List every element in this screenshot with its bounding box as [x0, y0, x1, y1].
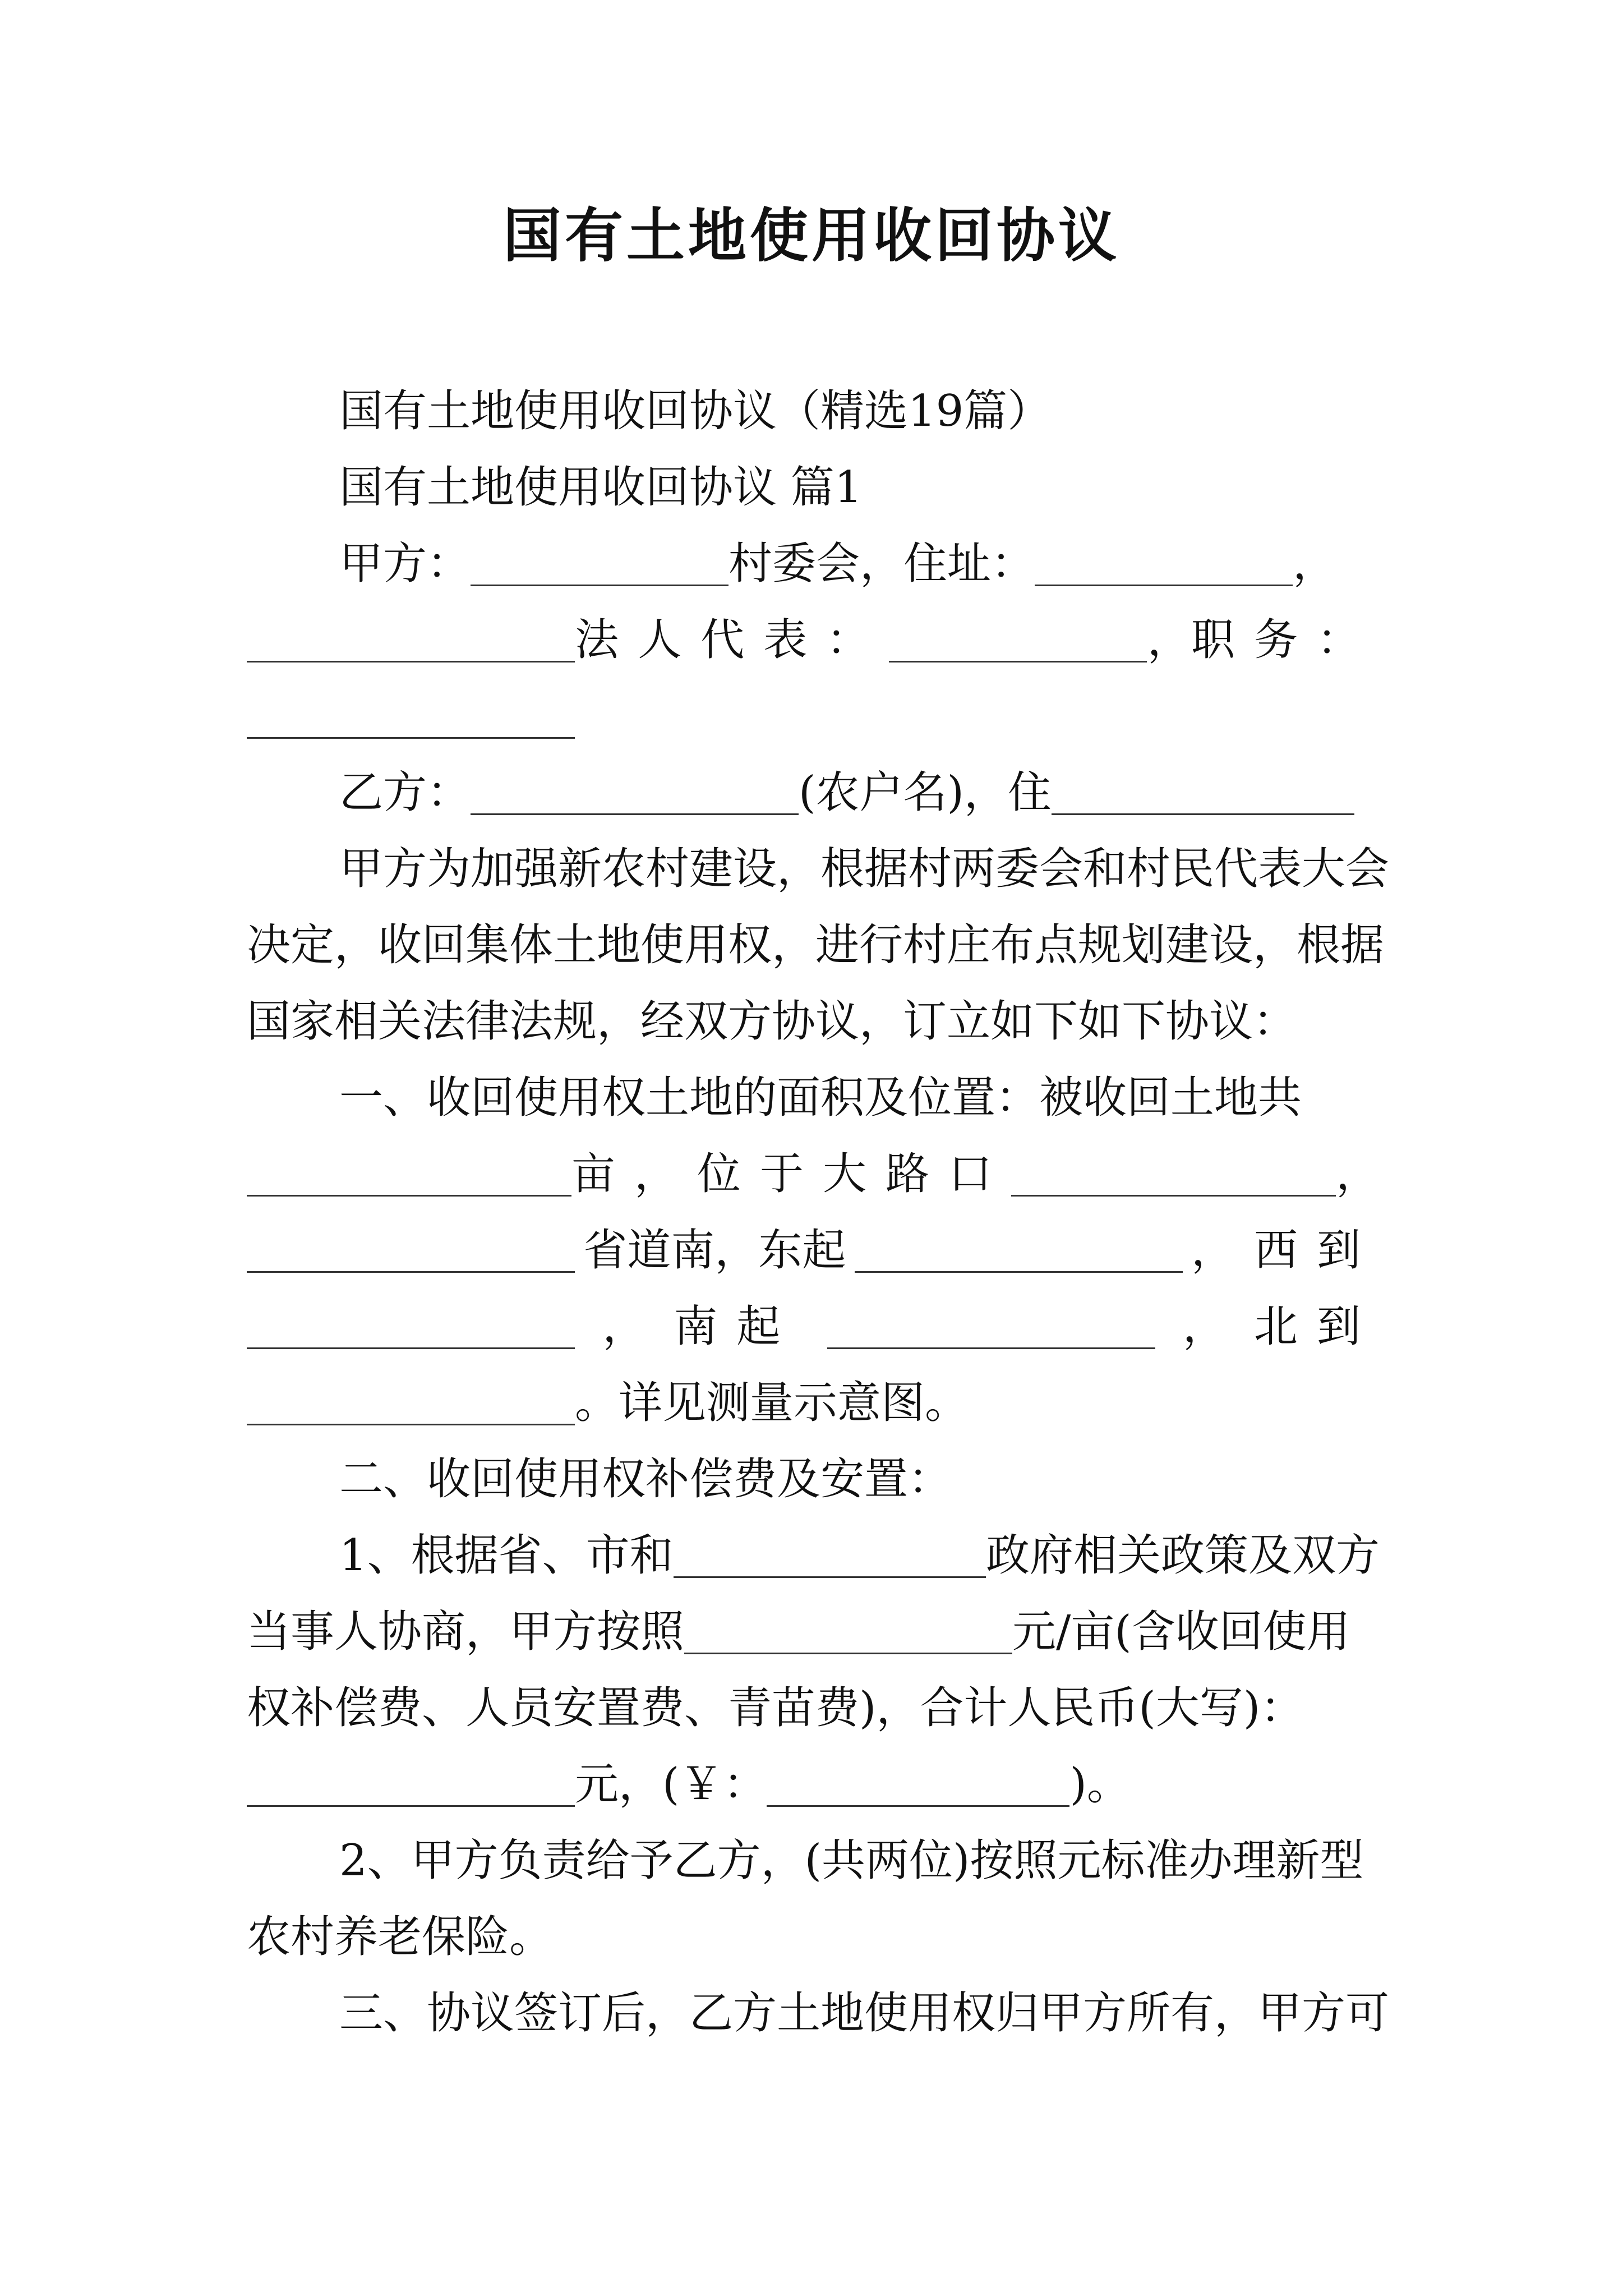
clause1-text: 一、收回使用权土地的面积及位置：被收回土地共 [339, 1073, 1302, 1123]
document-title: 国有土地使用收回协议 [502, 201, 1120, 270]
clause1-provincial-road: 省道南，东起 [583, 1225, 846, 1276]
clause1-north-to: 北到 [1253, 1301, 1380, 1352]
blank-field [889, 622, 1147, 662]
preamble-line-2 [247, 907, 1385, 983]
clause2-item2-line-1 [247, 1823, 1380, 1899]
blank-field [1052, 774, 1354, 815]
party-b-label: 乙方： [339, 767, 471, 818]
clause2-text: 2、甲方负责给予乙方，(共两位)按照元标准办理新型 [339, 1835, 1364, 1886]
blank-field [247, 1232, 575, 1273]
blank-field [471, 774, 799, 815]
clause1-line-2 [247, 1136, 1380, 1212]
clause2-item1-line-4 [247, 1746, 1380, 1823]
blank-field [471, 545, 728, 586]
clause3-text: 三、协议签订后，乙方土地使用权归甲方所有，甲方可 [339, 1988, 1390, 2039]
clause1-south-from: 南起 [674, 1301, 800, 1352]
section-heading-line [247, 449, 1380, 526]
blank-field [247, 622, 575, 662]
clause2-text: 农村养老保险。 [247, 1912, 554, 1962]
clause2-text: 元/亩(含收回使用 [1012, 1607, 1350, 1657]
preamble-text: 甲方为加强新农村建设，根据村两委会和村民代表大会 [339, 844, 1390, 894]
party-a-label: 甲方： [339, 539, 471, 589]
clause1-comma-south: ， [602, 1301, 647, 1352]
clause2-item2-line-2 [247, 1899, 1380, 1975]
blank-field [247, 698, 575, 739]
clause2-text: 1、根据省、市和 [339, 1530, 674, 1581]
party-a-line [247, 526, 1380, 602]
clause1-comma: ， [1335, 1149, 1380, 1199]
clause2-text: 当事人协商，甲方按照 [247, 1607, 685, 1657]
clause2-item1-line-3 [247, 1670, 1380, 1746]
clause2-item1-line-2 [247, 1594, 1380, 1670]
clause2-text: )。 [1069, 1759, 1131, 1810]
clause1-line-3 [247, 1212, 1380, 1289]
clause2-text: 元，(￥： [575, 1759, 767, 1810]
party-a-position: 职务： [1191, 615, 1380, 665]
blank-field [1011, 1156, 1336, 1197]
clause2-heading: 二、收回使用权补偿费及安置： [339, 1454, 952, 1504]
section-heading: 国有土地使用收回协议 篇1 [339, 462, 863, 513]
clause1-line-4 [247, 1289, 1380, 1365]
clause2-text: 权补偿费、人员安置费、青苗费)，合计人民币(大写)： [247, 1683, 1304, 1733]
blank-field [247, 1766, 575, 1807]
party-a-position-sep: ， [1147, 615, 1191, 665]
party-a-rep-line [247, 602, 1380, 678]
clause1-mu: 亩，位于大路口 [571, 1149, 1011, 1199]
subtitle: 国有土地使用收回协议（精选19篇） [339, 386, 1052, 436]
clause1-west-to: ，西到 [1191, 1225, 1380, 1276]
clause3-line-1 [247, 1975, 1390, 2051]
blank-field [827, 1308, 1155, 1349]
party-a-village-committee: 村委会，住址： [728, 539, 1035, 589]
subtitle-line [247, 373, 1380, 449]
clause1-see-map: 。详见测量示意图。 [575, 1378, 969, 1428]
preamble-line-1 [247, 831, 1390, 907]
clause1-comma-north: ， [1182, 1301, 1227, 1352]
clause1-line-1 [247, 1060, 1380, 1136]
blank-field [247, 1384, 575, 1425]
blank-field [684, 1613, 1012, 1654]
clause2-text: 政府相关政策及双方 [985, 1530, 1380, 1581]
clause2-heading-line [247, 1441, 1380, 1517]
blank-field [674, 1537, 986, 1578]
blank-field [767, 1766, 1069, 1807]
blank-field [1035, 545, 1293, 586]
blank-field [855, 1232, 1183, 1273]
document-body [247, 373, 1390, 2051]
party-a-comma: ， [1293, 539, 1337, 589]
blank-field [247, 1156, 571, 1197]
clause2-item1-line-1 [247, 1517, 1380, 1594]
preamble-line-3 [247, 983, 1380, 1060]
preamble-text: 决定，收回集体土地使用权，进行村庄布点规划建设，根据 [247, 920, 1385, 970]
party-b-household: (农户名)，住 [799, 767, 1052, 818]
clause1-line-5 [247, 1365, 1380, 1441]
party-a-legal-rep: 法人代表： [575, 615, 889, 665]
blank-field [247, 1308, 575, 1349]
preamble-text: 国家相关法律法规，经双方协议，订立如下如下协议： [247, 996, 1297, 1047]
party-b-line [247, 754, 1380, 831]
party-a-position-blank-line [247, 678, 1380, 754]
